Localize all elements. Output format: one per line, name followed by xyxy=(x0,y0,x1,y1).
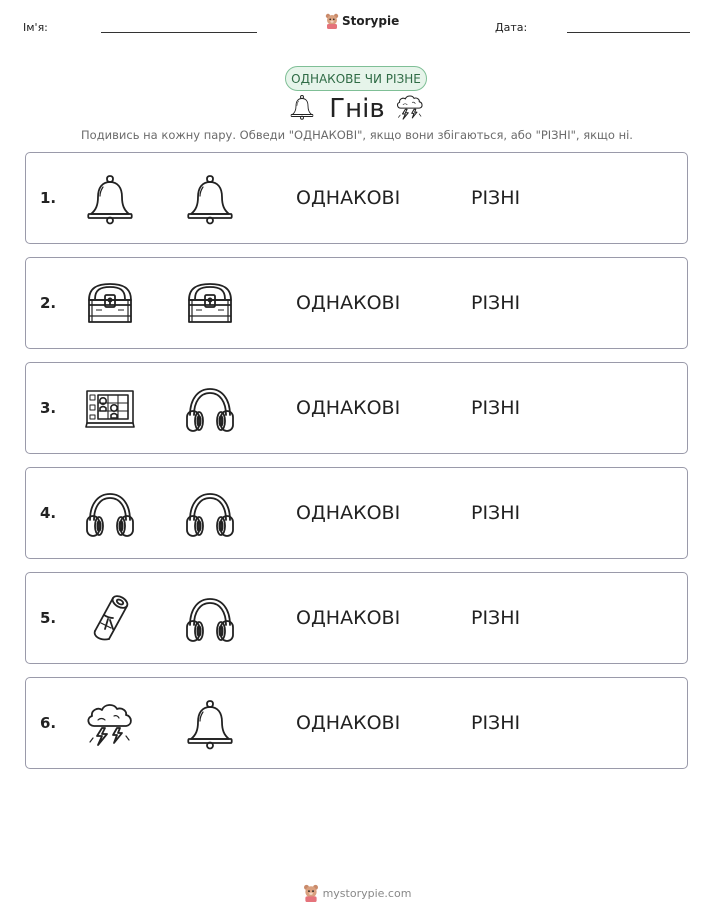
option-different[interactable]: РІЗНІ xyxy=(471,397,521,419)
pair-row xyxy=(25,152,688,244)
pair-row xyxy=(25,362,688,454)
headphones-icon xyxy=(184,593,236,645)
instructions: Подивись на кожну пару. Обведи "ОДНАКОВІ", якщо вони збігаються, або "РІЗНІ", якщо ні. xyxy=(81,128,633,142)
logo-text: Storypie xyxy=(342,14,400,28)
option-different[interactable]: РІЗНІ xyxy=(471,607,521,629)
row-number: 2. xyxy=(40,294,57,312)
name-line[interactable] xyxy=(101,32,257,33)
headphones-icon xyxy=(184,383,236,435)
footer-site: mystorypie.com xyxy=(322,886,412,900)
row-number: 1. xyxy=(40,189,57,207)
option-different[interactable]: РІЗНІ xyxy=(471,187,521,209)
storm-cloud-icon xyxy=(84,698,136,750)
option-same[interactable]: ОДНАКОВІ xyxy=(296,292,401,314)
bell-icon xyxy=(184,698,236,750)
row-number: 3. xyxy=(40,399,57,417)
page-title: Гнів xyxy=(329,94,385,124)
storypie-logo xyxy=(325,13,399,29)
option-same[interactable]: ОДНАКОВІ xyxy=(296,607,401,629)
treasure-chest-icon xyxy=(84,278,136,330)
headphones-icon xyxy=(84,488,136,540)
option-different[interactable]: РІЗНІ xyxy=(471,502,521,524)
row-number: 5. xyxy=(40,609,57,627)
pair-row xyxy=(25,257,688,349)
treasure-chest-icon xyxy=(184,278,236,330)
footer xyxy=(0,884,714,902)
bear-logo-icon xyxy=(303,884,319,902)
pair-row xyxy=(25,677,688,769)
scroll-icon xyxy=(84,593,136,645)
name-label: Ім'я: xyxy=(23,21,48,34)
bell-icon xyxy=(184,173,236,225)
date-label: Дата: xyxy=(495,21,528,34)
pair-row xyxy=(25,572,688,664)
option-same[interactable]: ОДНАКОВІ xyxy=(296,397,401,419)
bell-icon xyxy=(84,173,136,225)
option-different[interactable]: РІЗНІ xyxy=(471,292,521,314)
option-same[interactable]: ОДНАКОВІ xyxy=(296,502,401,524)
date-line[interactable] xyxy=(567,32,690,33)
title-row xyxy=(0,92,714,126)
pair-row xyxy=(25,467,688,559)
activity-badge: ОДНАКОВЕ ЧИ РІЗНЕ xyxy=(285,66,427,91)
option-different[interactable]: РІЗНІ xyxy=(471,712,521,734)
option-same[interactable]: ОДНАКОВІ xyxy=(296,187,401,209)
headphones-icon xyxy=(184,488,236,540)
row-number: 6. xyxy=(40,714,57,732)
board-game-icon xyxy=(84,383,136,435)
option-same[interactable]: ОДНАКОВІ xyxy=(296,712,401,734)
row-number: 4. xyxy=(40,504,57,522)
bear-logo-icon xyxy=(325,13,339,29)
storm-cloud-icon xyxy=(395,92,425,122)
